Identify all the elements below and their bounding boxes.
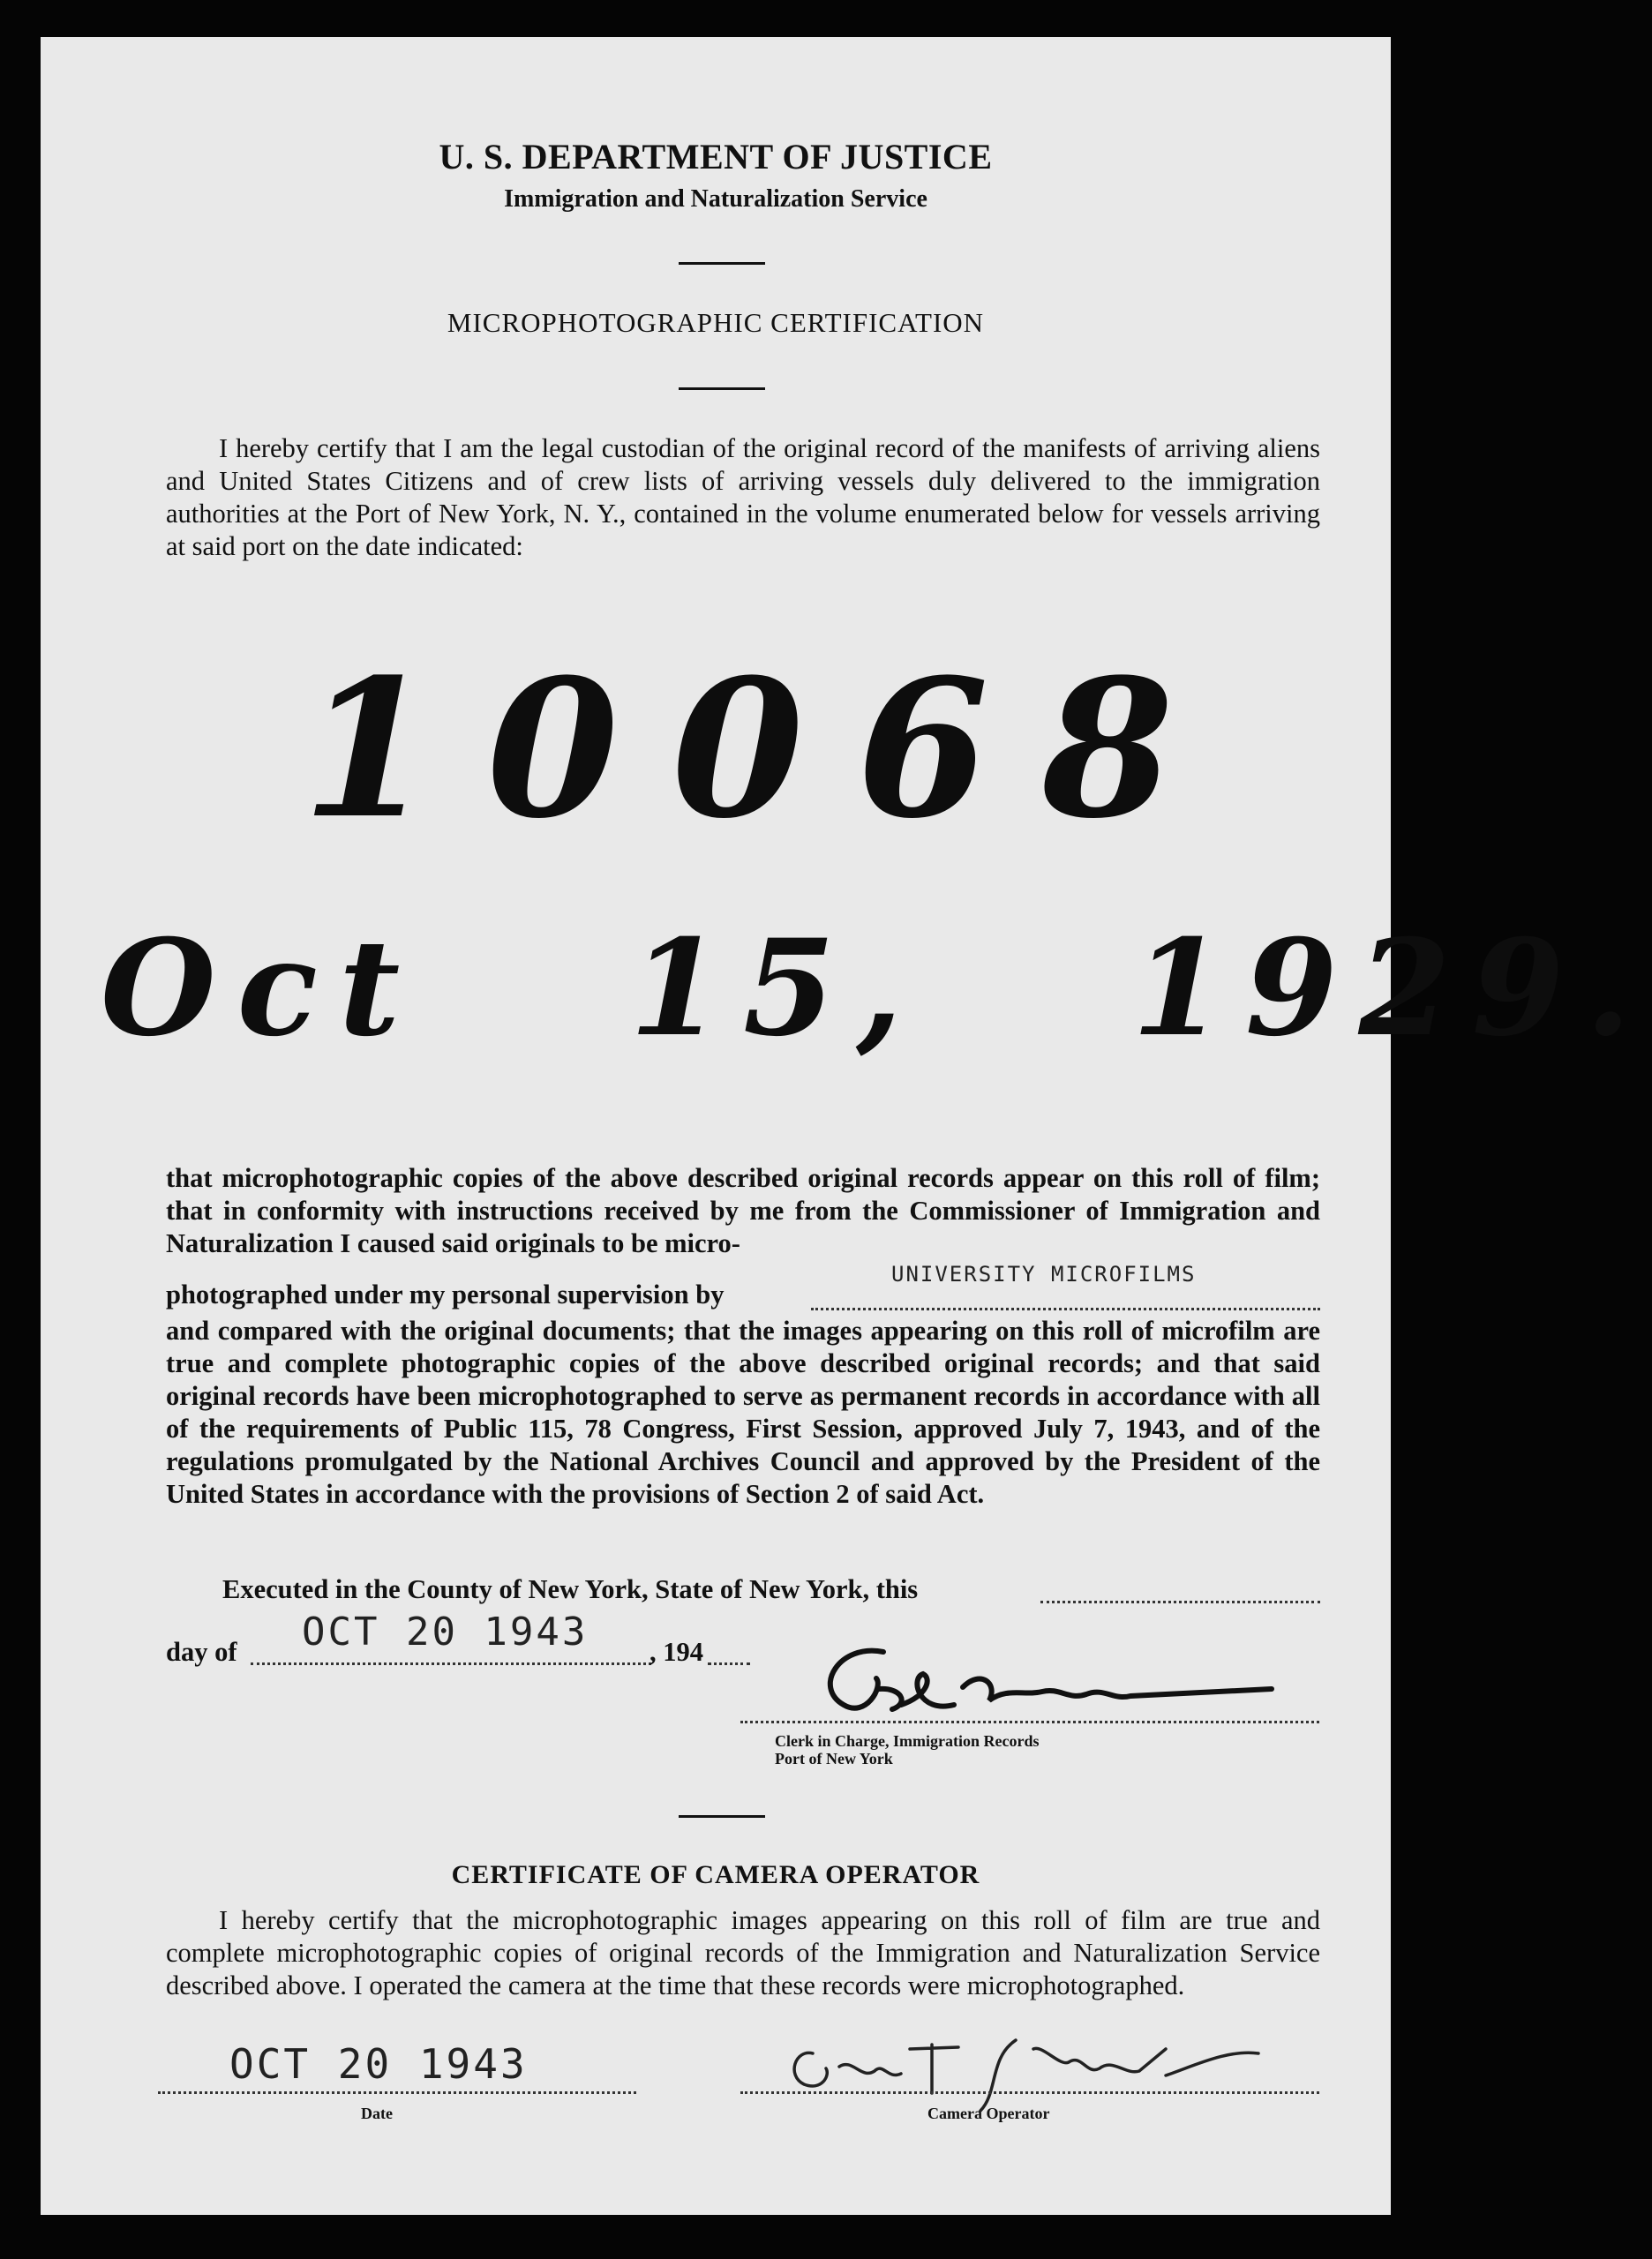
certificate-page — [41, 37, 1652, 2215]
service-subheading: Immigration and Naturalization Service — [504, 185, 927, 213]
dotted-line — [158, 2091, 636, 2094]
handwritten-date: Oct 15, 1929. — [101, 911, 1652, 1066]
body-text-1: that microphotographic copies of the above described original records appear on this roll of film; that in conformity with instructions received by me from the Commissioner of Immigration and Naturalization I caused said originals to be micro- — [166, 1163, 1320, 1258]
handwritten-volume-number: 10068 — [302, 637, 1227, 860]
camera-operator-paragraph — [166, 1904, 1320, 2002]
dotted-line — [811, 1308, 1320, 1310]
operator-date-stamp: OCT 20 1943 — [229, 2040, 528, 2088]
divider — [679, 1815, 765, 1818]
signature-line — [740, 1721, 1319, 1723]
body-part-2 — [166, 1315, 1320, 1511]
body-part-1 — [166, 1162, 1320, 1260]
dotted-line — [251, 1662, 651, 1665]
camera-operator-text: I hereby certify that the microphotographic images appearing on this roll of film are true and complete microphotographic copies of original records of the Immigration and Naturalization Service described above. I operated the camera at the time that these records were microphotographed. — [166, 1905, 1320, 2000]
divider — [679, 387, 765, 390]
department-heading: U. S. DEPARTMENT OF JUSTICE — [439, 137, 993, 176]
signature-line — [740, 2091, 1319, 2094]
camera-operator-signature — [777, 2014, 1272, 2120]
divider — [679, 262, 765, 265]
camera-operator-label: Camera Operator — [927, 2105, 1050, 2122]
day-of-label: day of — [166, 1637, 237, 1667]
clerk-signature — [777, 1634, 1289, 1740]
camera-operator-title: CERTIFICATE OF CAMERA OPERATOR — [451, 1860, 980, 1889]
intro-paragraph — [166, 432, 1320, 563]
photographer-stamp: UNIVERSITY MICROFILMS — [891, 1262, 1197, 1287]
date-stamp: OCT 20 1943 — [302, 1610, 589, 1655]
signer-title-line-1: Clerk in Charge, Immigration Records — [775, 1732, 1040, 1750]
dotted-line — [1040, 1601, 1320, 1603]
body-text-2: and compared with the original documents; that the images appearing on this roll of microfilm are true and complete photographic copies of the above described original records; and that said original records have been microphotographed to serve as permanent records in accordance with all of the requirements of Public 115, 78 Congress, First Session, approved July 7, 1943, and of the regulations promulgated by the National Archives Council and approved by the President of the United States in accordance with the provisions of Section 2 of said Act. — [166, 1316, 1320, 1509]
intro-text: I hereby certify that I am the legal custodian of the original record of the manifests of arriving aliens and United States Citizens and of crew lists of arriving vessels duly delivered to the immigration authorities at the Port of New York, N. Y., contained in the volume enumerated below for vessels arriving at said port on the date indicated: — [166, 433, 1320, 561]
date-label: Date — [361, 2105, 393, 2122]
dotted-line — [708, 1662, 750, 1665]
year-prefix: , 194 — [650, 1637, 703, 1667]
photographed-by-label: photographed under my personal supervision by — [166, 1280, 725, 1310]
certification-title: MICROPHOTOGRAPHIC CERTIFICATION — [447, 307, 985, 338]
signer-title-line-2: Port of New York — [775, 1750, 893, 1767]
executed-text: Executed in the County of New York, State of New York, this — [222, 1574, 919, 1604]
